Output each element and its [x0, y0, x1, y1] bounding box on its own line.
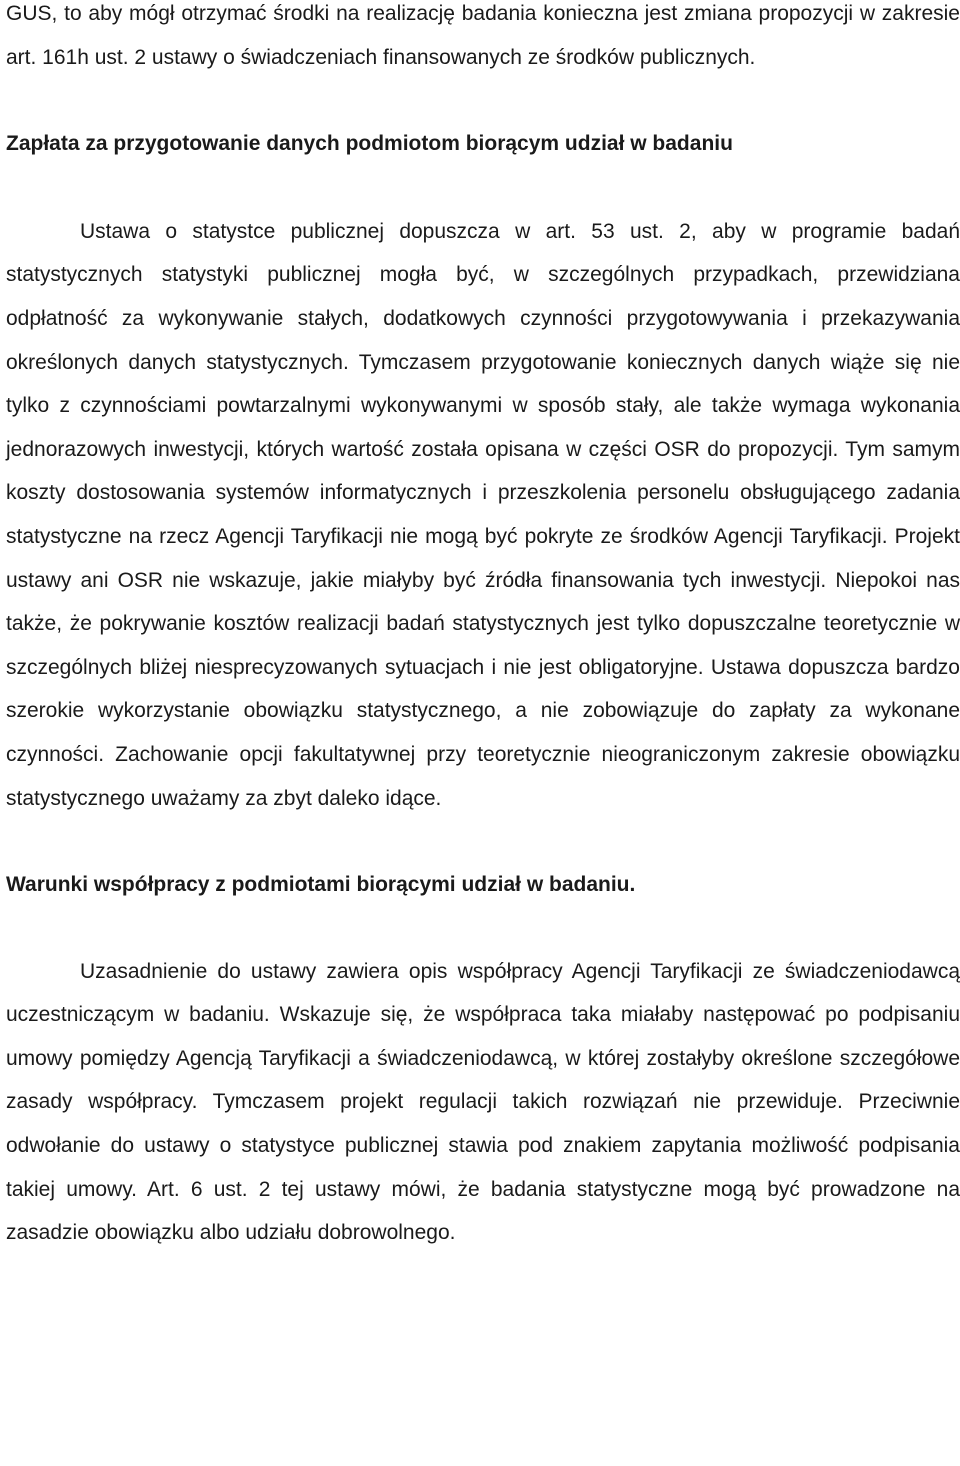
paragraph-spacer [6, 907, 960, 950]
section-heading-cooperation: Warunki współpracy z podmiotami biorącymi udział w badaniu. [6, 873, 636, 897]
section-body-cooperation: Uzasadnienie do ustawy zawiera opis współpracy Agencji Taryfikacji ze świadczeniodawcą uczestniczącym w badaniu. Wskazuje się, że współpraca taka miałaby następować po podpisaniu umowy pomiędzy Agencją Taryfikacji a świadczeniodawcą, w której zostałyby określone szczegółowe zasady współpracy. Tymczasem projekt regulacji takich rozwiązań nie przewiduje. Przeciwnie odwołanie do ustawy o statystyce publicznej stawia pod znakiem zapytania możliwość podpisania takiej umowy. Art. 6 ust. 2 tej ustawy mówi, że badania statystyczne mogą być prowadzone na zasadzie obowiązku albo udziału dobrowolnego. [6, 959, 960, 1245]
intro-paragraph: GUS, to aby mógł otrzymać środki na realizację badania konieczna jest zmiana propozycji w zakresie art. 161h ust. 2 ustawy o świadczeniach finansowanych ze środków publicznych. [6, 2, 960, 69]
paragraph-spacer [6, 166, 960, 210]
paragraph-spacer [6, 820, 960, 863]
document-page [6, 0, 960, 1255]
paragraph-spacer [6, 79, 960, 122]
section-body-payment: Ustawa o statystce publicznej dopuszcza w art. 53 ust. 2, aby w programie badań statystycznych statystyki publicznej mogła być, w szczególnych przypadkach, przewidziana odpłatność za wykonywanie stałych, dodatkowych czynności przygotowywania i przekazywania określonych danych statystycznych. Tymczasem przygotowanie koniecznych danych wiąże się nie tylko z czynnościami powtarzalnymi wykonywanymi w sposób stały, ale także wymaga wykonania jednorazowych inwestycji, których wartość została opisana w części OSR do propozycji. Tym samym koszty dostosowania systemów informatycznych i przeszkolenia personelu obsługującego zadania statystyczne na rzecz Agencji Taryfikacji nie mogą być pokryte ze środków Agencji Taryfikacji. Projekt ustawy ani OSR nie wskazuje, jakie miałyby być źródła finansowania tych inwestycji. Niepokoi nas także, że pokrywanie kosztów realizacji badań statystycznych jest tylko dopuszczalne teoretycznie w szczególnych bliżej niesprecyzowanych sytuacjach i nie jest obligatoryjne. Ustawa dopuszcza bardzo szerokie wykorzystanie obowiązku statystycznego, a nie zobowiązuje do zapłaty za wykonane czynności. Zachowanie opcji fakultatywnej przy teoretycznie nieograniczonym zakresie obowiązku statystycznego uważamy za zbyt daleko idące. [6, 219, 960, 810]
section-heading-payment: Zapłata za przygotowanie danych podmiotom biorącym udział w badaniu [6, 132, 733, 156]
